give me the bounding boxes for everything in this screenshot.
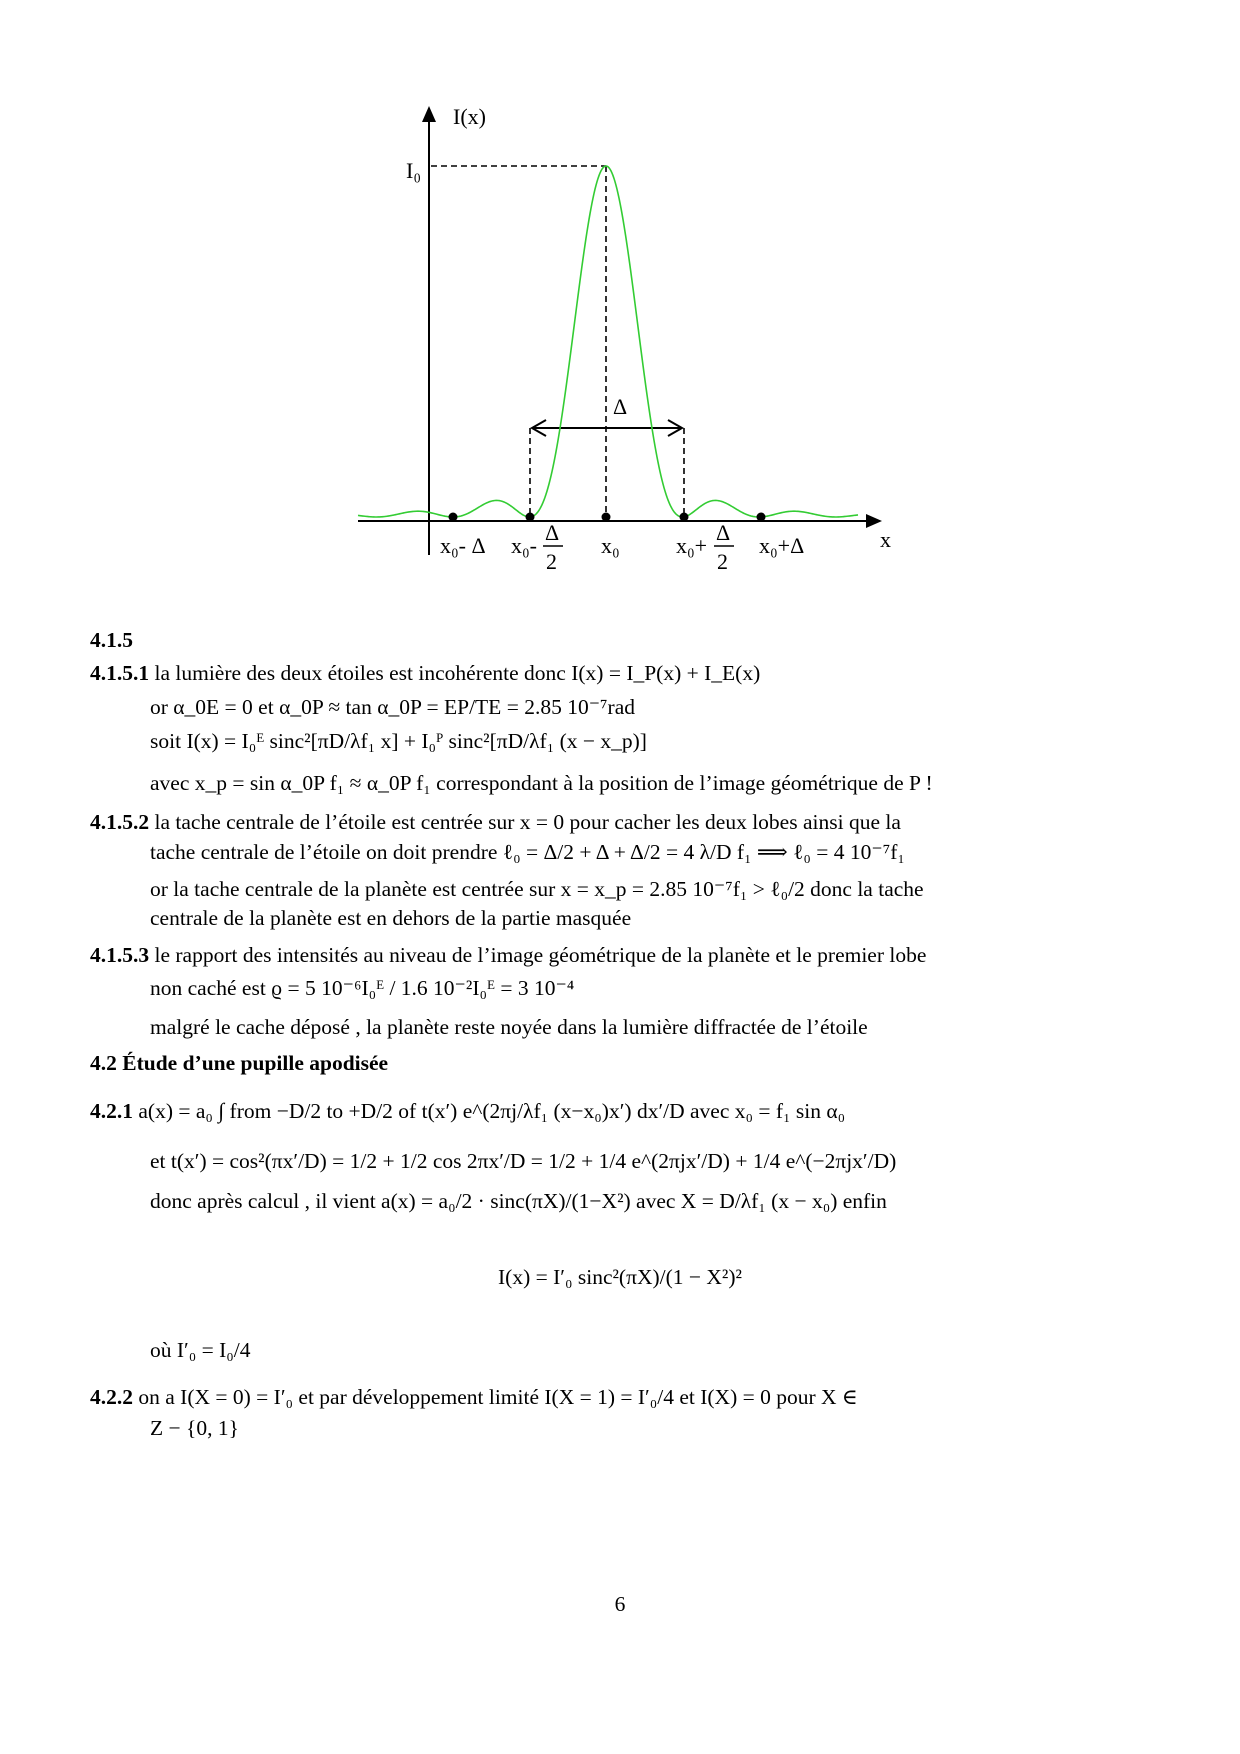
line-4-1-5-3-b: non caché est ϱ = 5 10⁻⁶I₀ᴱ / 1.6 10⁻²I₀ᴱ = 3 10⁻⁴ [150,976,575,1000]
line-4-1-5-2-b: tache centrale de l’étoile on doit prendre ℓ₀ = Δ/2 + Δ + Δ/2 = 4 λ/D f₁ ⟹ ℓ₀ = 4 10⁻⁷f₁ [150,840,905,864]
num-4-2-2: 4.2.2 [90,1385,133,1409]
text-4-1-5-2: la tache centrale de l’étoile est centrée sur x = 0 pour cacher les deux lobes ainsi que la [149,810,901,834]
tick-label-x0-plus-half: x₀+ [676,533,708,558]
line-4-1-5-3-c: malgré le cache déposé , la planète reste noyée dans la lumière diffractée de l’étoile [150,1015,868,1039]
page-number: 6 [614,1592,626,1616]
num-4-2-1: 4.2.1 [90,1099,133,1123]
num-4-1-5-2: 4.1.5.2 [90,810,150,834]
peak-label: I₀ [406,158,421,183]
line-4-1-5-3 [90,941,926,969]
section-4-1-5: 4.1.5 [90,628,133,652]
tick-label-x0-plus-delta: x₀+Δ [759,533,805,558]
tick-dot-x0-plus-delta [757,513,766,522]
section-4-2-title: 4.2 Étude d’une pupille apodisée [90,1051,389,1075]
tick-dot-x0 [602,513,611,522]
text-4-1-5-1: la lumière des deux étoiles est incohérente donc I(x) = I_P(x) + I_E(x) [149,661,761,685]
tick-dot-x0-minus-half [526,513,535,522]
tick-label-x0-minus-delta: x₀- Δ [440,533,486,558]
num-4-1-5-1: 4.1.5.1 [90,661,150,685]
line-4-2-1-b: et t(x′) = cos²(πx′/D) = 1/2 + 1/2 cos 2πx′/D = 1/2 + 1/4 e^(2πjx′/D) + 1/4 e^(−2πjx′/D) [150,1149,897,1173]
line-4-2-1-c: donc après calcul , il vient a(x) = a₀/2 · sinc(πX)/(1−X²) avec X = D/λf₁ (x − x₀) enfin [150,1189,887,1213]
y-axis-label: I(x) [453,104,486,129]
line-4-2-2 [90,1383,858,1411]
line-4-1-5-1-b: or α_0E = 0 et α_0P ≈ tan α_0P = EP/TE = 2.85 10⁻⁷rad [150,695,635,719]
tick-label-x0-minus-half: x₀- [511,533,537,558]
tick-dot-x0-minus-delta [449,513,458,522]
x-axis-arrow [866,514,882,528]
line-4-2-2-b: Z − {0, 1} [150,1416,239,1440]
line-4-1-5-1-c: soit I(x) = I₀ᴱ sinc²[πD/λf₁ x] + I₀ᴾ sinc²[πD/λf₁ (x − x_p)] [150,729,647,753]
line-4-1-5-2 [90,808,901,836]
text-4-2-1: a(x) = a₀ ∫ from −D/2 to +D/2 of t(x′) e^(2πj/λf₁ (x−x₀)x′) dx′/D avec x₀ = f₁ sin α₀ [133,1099,846,1123]
line-4-1-5-1-d: avec x_p = sin α_0P f₁ ≈ α_0P f₁ correspondant à la position de l’image géométrique de P ! [150,771,933,795]
tick-dot-x0-plus-half [680,513,689,522]
line-4-1-5-2-d: centrale de la planète est en dehors de la partie masquée [150,906,632,930]
x-axis-label: x [880,527,891,552]
delta-label: Δ [613,394,628,419]
text-4-1-5-3: le rapport des intensités au niveau de l’image géométrique de la planète et le premier lobe [149,943,927,967]
line-4-2-1 [90,1097,845,1125]
tick-frac-den-left: 2 [546,549,557,574]
intensity-figure [0,0,1240,600]
tick-label-x0: x₀ [601,533,620,558]
tick-frac-num-left: Δ [545,520,560,545]
tick-frac-num-right: Δ [716,520,731,545]
text-4-2-2: on a I(X = 0) = I′₀ et par développement limité I(X = 1) = I′₀/4 et I(X) = 0 pour X ∈ [133,1385,858,1409]
line-4-1-5-1 [90,659,760,687]
line-4-2-1-d: où I′₀ = I₀/4 [150,1338,251,1362]
y-axis-arrow [422,106,436,122]
tick-frac-den-right: 2 [717,549,728,574]
display-equation: I(x) = I′₀ sinc²(πX)/(1 − X²)² [498,1265,742,1289]
num-4-1-5-3: 4.1.5.3 [90,943,150,967]
intensity-curve [358,166,858,517]
line-4-1-5-2-c: or la tache centrale de la planète est centrée sur x = x_p = 2.85 10⁻⁷f₁ > ℓ₀/2 donc la tache [150,877,924,901]
